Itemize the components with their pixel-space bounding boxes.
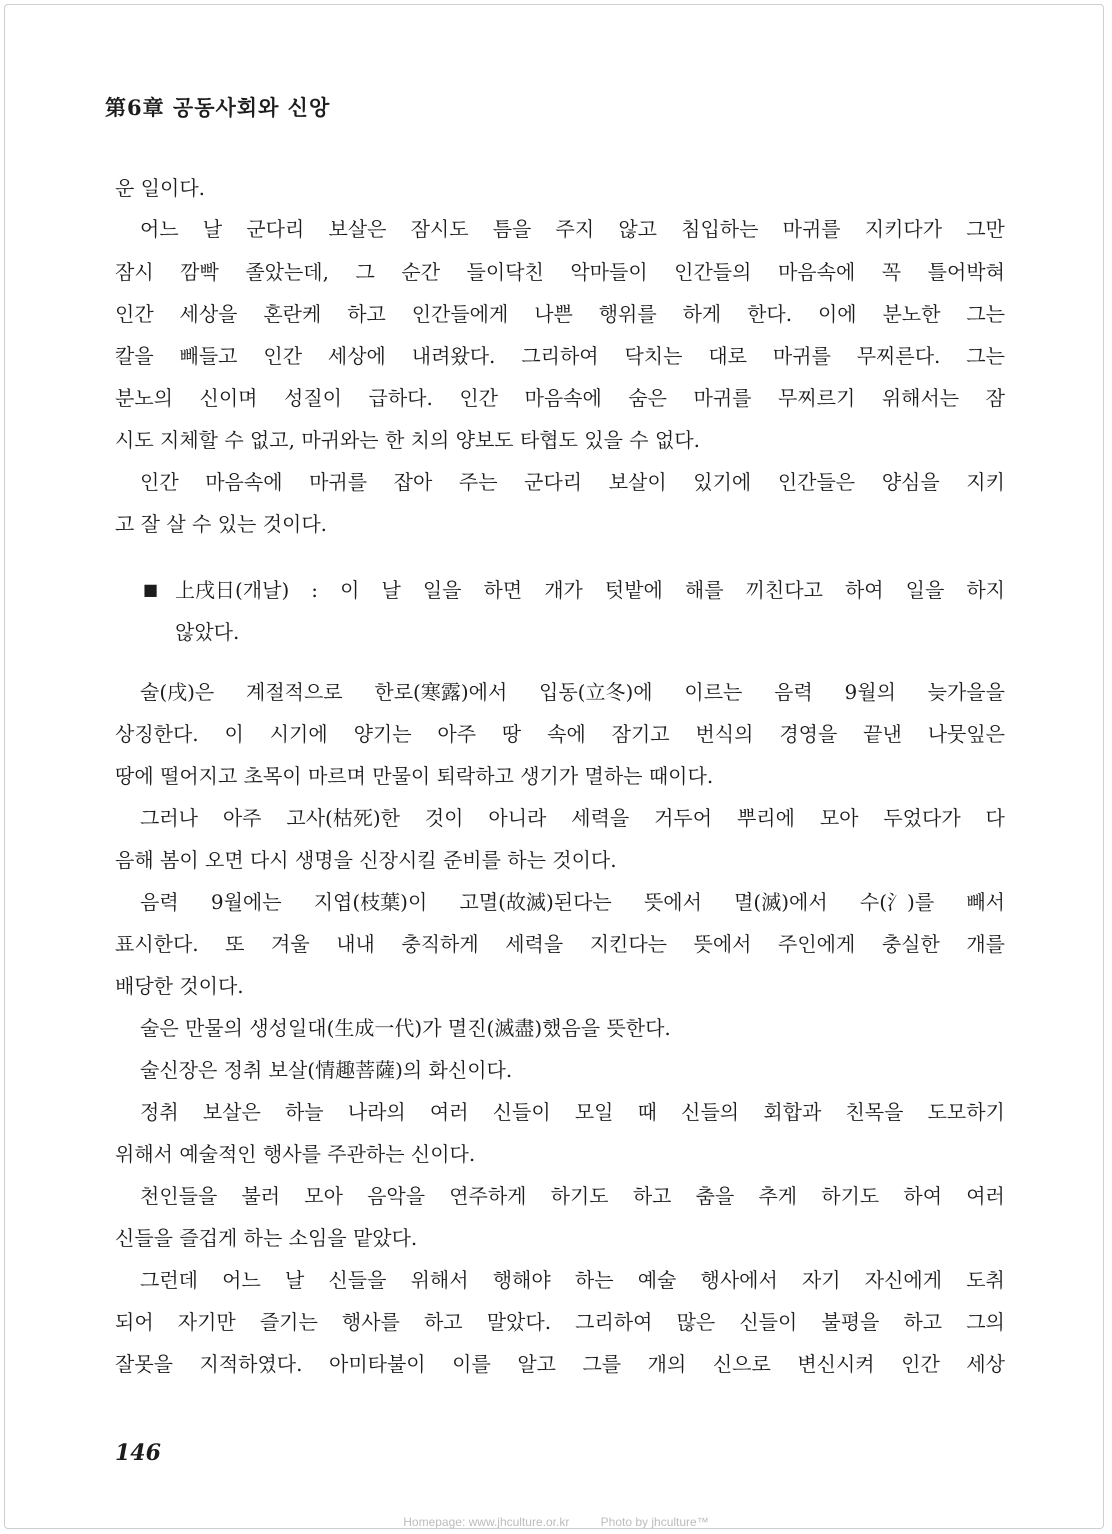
bullet-item-line (175, 578, 1005, 602)
word: 술(戌)은 (140, 680, 215, 704)
word: 뿌리에 (736, 806, 795, 830)
word: 뜻에서 (643, 890, 702, 914)
word: 주는 (458, 470, 498, 494)
word: 졸았는데, (245, 260, 329, 284)
word: 마귀를 (309, 470, 368, 494)
word: 이에 (817, 302, 857, 326)
word: 하는 (574, 1268, 614, 1292)
word: 인간 (263, 344, 303, 368)
word: 그리하여 (521, 344, 599, 368)
word: 행해야 (492, 1268, 551, 1292)
word: 지적하였다. (199, 1352, 303, 1376)
word: 행사를 (341, 1310, 400, 1334)
word: 예술 (637, 1268, 677, 1292)
word: 하고 (632, 1184, 672, 1208)
word: 회합과 (763, 1100, 822, 1124)
word: 주지 (555, 217, 595, 241)
word: 날 (202, 217, 223, 241)
bullet-item-line: 않았다. (175, 620, 240, 644)
word: 군다리 (524, 470, 583, 494)
word: 내려왔다. (411, 344, 496, 368)
word: 어느 (140, 217, 179, 241)
text-line: 땅에 떨어지고 초목이 마르며 만물이 퇴락하고 생기가 멸하는 때이다. (115, 764, 714, 788)
page-number: 146 (115, 1440, 161, 1466)
word: 세상 (966, 1352, 1005, 1376)
word: 속에 (547, 722, 586, 746)
word: 춤을 (695, 1184, 735, 1208)
word: 다 (985, 806, 1005, 830)
text-line (115, 302, 1005, 326)
word: 도취 (966, 1268, 1005, 1292)
word: 마음속에 (205, 470, 283, 494)
word: 충실한 (881, 932, 940, 956)
word: 하여 (903, 1184, 943, 1208)
word: 하여 (844, 578, 884, 602)
word: 하고 (903, 1310, 943, 1334)
word: 잘못을 (115, 1352, 173, 1376)
word: 하기도 (550, 1184, 609, 1208)
chapter-header: 第6章 공동사회와 신앙 (105, 95, 331, 120)
word: 분노의 (115, 386, 173, 410)
footer-photo-credit: Photo by jhculture™ (600, 1515, 709, 1529)
word: 잠 (985, 386, 1005, 410)
text-line: 시도 지체할 수 없고, 마귀와는 한 치의 양보도 타협도 있을 수 없다. (115, 428, 700, 452)
word: 모아 (304, 1184, 343, 1208)
word: 일을 (905, 578, 945, 602)
word: 인간 (459, 386, 498, 410)
word: 그는 (966, 302, 1005, 326)
word: 마음속에 (524, 386, 602, 410)
word: 즐기는 (259, 1310, 318, 1334)
word: 표시한다. (115, 932, 199, 956)
word: 아니라 (488, 806, 547, 830)
word: 악마들이 (570, 260, 648, 284)
word: 대로 (708, 344, 747, 368)
bullet-square-icon: ■ (143, 580, 159, 599)
word: 텃밭에 (604, 578, 663, 602)
word: 아주 (437, 722, 477, 746)
word: 침입하는 (681, 217, 759, 241)
word: 주인에게 (778, 932, 856, 956)
word: 이를 (452, 1352, 491, 1376)
word: 지키다가 (864, 217, 943, 241)
text-line (140, 890, 1005, 914)
word: 인간 (901, 1352, 940, 1376)
word: 무찌르기 (778, 386, 856, 410)
word: 보살이 (608, 470, 667, 494)
word: 고사(枯死)한 (286, 806, 400, 830)
word: 변신시켜 (797, 1352, 875, 1376)
word: 시기에 (269, 722, 328, 746)
word: 분노한 (882, 302, 941, 326)
word: 것이 (424, 806, 464, 830)
text-line: 신들을 즐겁게 하는 소임을 맡았다. (115, 1226, 418, 1250)
word: 그만 (966, 217, 1005, 241)
text-line: 음해 봄이 오면 다시 생명을 신장시킬 준비를 하는 것이다. (115, 848, 617, 872)
word: 정취 (140, 1100, 179, 1124)
word: 한로(寒露)에서 (374, 680, 508, 704)
word: 땅 (501, 722, 522, 746)
word: 상징한다. (115, 722, 199, 746)
word: 잡아 (393, 470, 433, 494)
word: 나라의 (347, 1100, 406, 1124)
word: 위해서 (410, 1268, 469, 1292)
word: 하늘 (284, 1100, 324, 1124)
word: 도모하기 (927, 1100, 1005, 1124)
word: 되어 (115, 1310, 154, 1334)
text-line (115, 1310, 1005, 1334)
word: 인간들의 (674, 260, 752, 284)
word: 입동(立冬)에 (539, 680, 653, 704)
text-line (115, 386, 1005, 410)
word: 꼭 (881, 260, 902, 284)
word: 해를 (684, 578, 724, 602)
word: 불러 (241, 1184, 281, 1208)
word: 음력 (774, 680, 813, 704)
word: 성질이 (284, 386, 342, 410)
word: 끼친다고 (745, 578, 823, 602)
word: 신이며 (199, 386, 258, 410)
word: 추게 (758, 1184, 798, 1208)
word: 끝낸 (863, 722, 902, 746)
word: 어느 (222, 1268, 261, 1292)
word: 늦가을을 (927, 680, 1005, 704)
word: 세상에 (327, 344, 386, 368)
word: 날 (381, 578, 401, 602)
word: 때 (637, 1100, 657, 1124)
word: 그런데 (140, 1268, 198, 1292)
word: 빼서 (966, 890, 1005, 914)
word: 신들의 (681, 1100, 740, 1124)
word: 겨울 (271, 932, 310, 956)
word: 숨은 (628, 386, 667, 410)
word: 잠기고 (611, 722, 670, 746)
word: 음력 (140, 890, 179, 914)
word: 그리하여 (575, 1310, 653, 1334)
word: 지엽(枝葉)이 (313, 890, 428, 914)
text-line: 술신장은 정취 보살(情趣菩薩)의 화신이다. (140, 1058, 513, 1082)
word: 아미타불이 (329, 1352, 426, 1376)
word: 하고 (347, 302, 386, 326)
word: 그 (355, 260, 375, 284)
word: 마귀를 (782, 217, 841, 241)
word: 순간 (401, 260, 441, 284)
word: 급하다. (368, 386, 433, 410)
word: 그의 (966, 1310, 1005, 1334)
word: 군다리 (246, 217, 305, 241)
word: 내내 (336, 932, 375, 956)
word: 마귀를 (693, 386, 752, 410)
word: 세력을 (571, 806, 630, 830)
word: 그러나 (140, 806, 198, 830)
word: 자기만 (177, 1310, 236, 1334)
text-line: 술은 만물의 생성일대(生成一代)가 멸진(滅盡)했음을 뜻한다. (140, 1016, 671, 1040)
word: 멸(滅)에서 (734, 890, 828, 914)
word: 하고 (423, 1310, 463, 1334)
word: 개를 (966, 932, 1005, 956)
word: 혼란케 (263, 302, 322, 326)
text-line (140, 1100, 1005, 1124)
text-line (140, 806, 1005, 830)
word: 번식의 (695, 722, 754, 746)
word: 계절적으로 (246, 680, 343, 704)
word: 많은 (676, 1310, 716, 1334)
text-line (115, 260, 1005, 284)
word: 세상을 (179, 302, 238, 326)
footer-watermark (0, 1515, 1112, 1529)
word: 인간들에게 (411, 302, 509, 326)
word: 개가 (544, 578, 583, 602)
word: : (311, 578, 319, 602)
word: 연주하게 (449, 1184, 527, 1208)
word: 이 (340, 578, 360, 602)
word: 하지 (966, 578, 1005, 602)
word: 신들이 (739, 1310, 798, 1334)
word: 말았다. (486, 1310, 552, 1334)
word: 고멸(故滅)된다는 (459, 890, 612, 914)
word: 불평을 (821, 1310, 880, 1334)
word: 잠시도 (410, 217, 469, 241)
text-line (140, 1184, 1005, 1208)
word: 잠시 (115, 260, 154, 284)
word: 위해서는 (881, 386, 960, 410)
word: 9월에는 (210, 890, 282, 914)
word: 천인들을 (140, 1184, 218, 1208)
word: 보살은 (328, 217, 387, 241)
word: 그는 (966, 344, 1005, 368)
word: 나쁜 (534, 302, 573, 326)
word: 않고 (618, 217, 657, 241)
word: 친목을 (845, 1100, 904, 1124)
word: 양기는 (353, 722, 412, 746)
text-line: 배당한 것이다. (115, 974, 244, 998)
word: 행사에서 (700, 1268, 778, 1292)
text-line: 운 일이다. (115, 176, 205, 200)
word: 신들이 (492, 1100, 551, 1124)
word: 보살은 (202, 1100, 261, 1124)
word: 뜻에서 (693, 932, 752, 956)
word: 날 (284, 1268, 305, 1292)
word: 알고 (517, 1352, 556, 1376)
word: 나뭇잎은 (927, 722, 1005, 746)
word: 인간들은 (777, 470, 856, 494)
word: 빼들고 (179, 344, 238, 368)
text-line (115, 722, 1005, 746)
text-line (140, 217, 1005, 241)
word: 지킨다는 (589, 932, 667, 956)
word: 칼을 (115, 344, 154, 368)
word: 틀어박혀 (927, 260, 1005, 284)
text-line (115, 344, 1005, 368)
word: 있기에 (693, 470, 752, 494)
text-line (115, 1352, 1005, 1376)
word: 아주 (222, 806, 262, 830)
word: 신으로 (712, 1352, 771, 1376)
word: 여러 (429, 1100, 469, 1124)
word: 자기 (801, 1268, 841, 1292)
word: 하기도 (821, 1184, 880, 1208)
word: 신들을 (328, 1268, 387, 1292)
word: 上戌日(개날) (175, 578, 290, 602)
text-line (115, 932, 1005, 956)
word: 개의 (647, 1352, 687, 1376)
text-line: 위해서 예술적인 행사를 주관하는 신이다. (115, 1142, 476, 1166)
text-line (140, 1268, 1005, 1292)
footer-homepage: Homepage: www.jhculture.or.kr (403, 1515, 570, 1529)
text-line: 고 잘 살 수 있는 것이다. (115, 512, 328, 536)
word: 하면 (483, 578, 523, 602)
word: 일을 (422, 578, 462, 602)
word: 행위를 (598, 302, 657, 326)
word: 수(氵)를 (859, 890, 935, 914)
word: 닥치는 (624, 344, 683, 368)
word: 이르는 (684, 680, 743, 704)
word: 지키 (966, 470, 1005, 494)
word: 인간 (115, 302, 154, 326)
word: 9월의 (844, 680, 896, 704)
word: 자신에게 (864, 1268, 943, 1292)
word: 충직하게 (401, 932, 479, 956)
text-line (140, 470, 1005, 494)
word: 경영을 (779, 722, 838, 746)
word: 또 (225, 932, 245, 956)
word: 모일 (574, 1100, 614, 1124)
word: 음악을 (367, 1184, 426, 1208)
word: 두었다가 (883, 806, 961, 830)
word: 양심을 (881, 470, 940, 494)
word: 거두어 (654, 806, 713, 830)
word: 세력을 (505, 932, 564, 956)
word: 하게 (682, 302, 722, 326)
text-line (140, 680, 1005, 704)
word: 모아 (819, 806, 859, 830)
word: 여러 (966, 1184, 1005, 1208)
word: 마음속에 (777, 260, 856, 284)
word: 틈을 (492, 217, 532, 241)
word: 들이닥친 (466, 260, 544, 284)
word: 깜빡 (180, 260, 219, 284)
word: 인간 (140, 470, 179, 494)
word: 한다. (747, 302, 793, 326)
word: 이 (224, 722, 244, 746)
word: 무찌른다. (856, 344, 941, 368)
word: 마귀를 (772, 344, 831, 368)
word: 그를 (582, 1352, 622, 1376)
